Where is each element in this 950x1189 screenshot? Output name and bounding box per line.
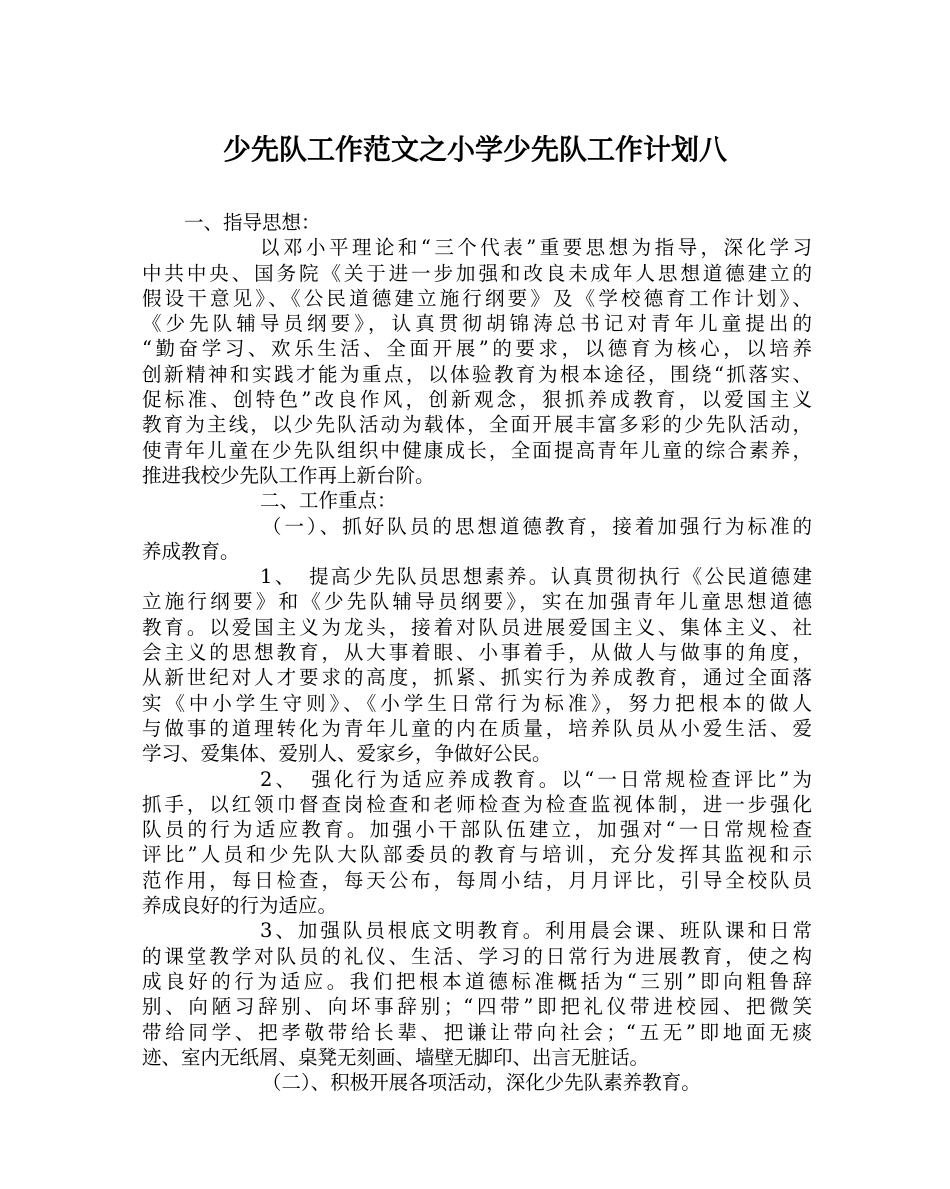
subheading-line: （一）、抓好队员的思想道德教育，接着加强行为标准的 bbox=[262, 514, 812, 538]
paragraph-line: 使青年儿童在少先队组织中健康成长，全面提高青年儿童的综合素养， bbox=[142, 438, 812, 462]
paragraph-line: 1、 提高少先队员思想素养。认真贯彻执行《公民道德建 bbox=[260, 565, 812, 589]
paragraph-line: 带给同学、把孝敬带给长辈、把谦让带向社会；“五无”即地面无痰 bbox=[142, 1020, 812, 1044]
paragraph-line: “勤奋学习、欢乐生活、全面开展”的要求，以德育为核心，以培养 bbox=[142, 337, 812, 361]
paragraph-line: 2、 强化行为适应养成教育。以“一日常规检查评比”为 bbox=[260, 767, 812, 791]
paragraph-line: 教育为主线，以少先队活动为载体，全面开展丰富多彩的少先队活动， bbox=[142, 413, 812, 437]
paragraph-line: 别、向陋习辞别、向坏事辞别；“四带”即把礼仪带进校园、把微笑 bbox=[142, 995, 812, 1019]
paragraph-line: 假设干意见》、《公民道德建立施行纲要》及《学校德育工作计划》、 bbox=[142, 286, 812, 310]
paragraph-line: 与做事的道理转化为青年儿童的内在质量，培养队员从小爱生活、爱 bbox=[142, 716, 812, 740]
paragraph-line: 3、加强队员根底文明教育。利用晨会课、班队课和日常 bbox=[260, 919, 812, 943]
paragraph-line: 教育。以爱国主义为龙头，接着对队员进展爱国主义、集体主义、社 bbox=[142, 615, 812, 639]
paragraph-line: 从新世纪对人才要求的高度，抓紧、抓实行为养成教育，通过全面落 bbox=[142, 666, 812, 690]
paragraph-line: 实《中小学生守则》、《小学生日常行为标准》，努力把根本的做人 bbox=[142, 691, 812, 715]
paragraph-line: 推进我校少先队工作再上新台阶。 bbox=[142, 463, 435, 487]
paragraph-line: 促标准、创特色”改良作风，创新观念，狠抓养成教育，以爱国主义 bbox=[142, 388, 812, 412]
paragraph-line: 养成良好的行为适应。 bbox=[142, 894, 338, 918]
paragraph-line: 学习、爱集体、爱别人、爱家乡，争做好公民。 bbox=[142, 742, 552, 766]
subheading-line: （二）、积极开展各项活动，深化少先队素养教育。 bbox=[262, 1071, 701, 1095]
heading-work-focus: 二、工作重点： bbox=[260, 489, 397, 513]
document-title: 少先队工作范文之小学少先队工作计划八 bbox=[222, 133, 727, 166]
paragraph-line: 迹、室内无纸屑、桌凳无刻画、墙壁无脚印、出言无脏话。 bbox=[142, 1045, 650, 1069]
paragraph-line: 队员的行为适应教育。加强小干部队伍建立，加强对“一日常规检查 bbox=[142, 818, 812, 842]
paragraph-line: 抓手，以红领巾督查岗检查和老师检查为检查监视体制，进一步强化 bbox=[142, 792, 812, 816]
paragraph-line: 《少先队辅导员纲要》，认真贯彻胡锦涛总书记对青年儿童提出的 bbox=[142, 312, 812, 336]
paragraph-line: 立施行纲要》和《少先队辅导员纲要》，实在加强青年儿童思想道德 bbox=[142, 590, 812, 614]
document-body bbox=[142, 210, 812, 1095]
subheading-line: 养成教育。 bbox=[142, 539, 240, 563]
paragraph-line: 范作用，每日检查，每天公布，每周小结，月月评比，引导全校队员 bbox=[142, 868, 812, 892]
paragraph-line: 成良好的行为适应。我们把根本道德标准概括为“三别”即向粗鲁辞 bbox=[142, 969, 812, 993]
paragraph-line: 创新精神和实践才能为重点，以体验教育为根本途径，围绕“抓落实、 bbox=[142, 362, 812, 386]
paragraph-line: 的课堂教学对队员的礼仪、生活、学习的日常行为进展教育，使之构 bbox=[142, 944, 812, 968]
paragraph-line: 中共中央、国务院《关于进一步加强和改良未成年人思想道德建立的 bbox=[142, 261, 812, 285]
heading-guiding-ideology: 一、指导思想： bbox=[184, 211, 321, 234]
paragraph-line: 评比”人员和少先队大队部委员的教育与培训，充分发挥其监视和示 bbox=[142, 843, 812, 867]
paragraph-line: 以邓小平理论和“三个代表”重要思想为指导，深化学习 bbox=[260, 236, 812, 260]
paragraph-line: 会主义的思想教育，从大事着眼、小事着手，从做人与做事的角度， bbox=[142, 641, 812, 665]
